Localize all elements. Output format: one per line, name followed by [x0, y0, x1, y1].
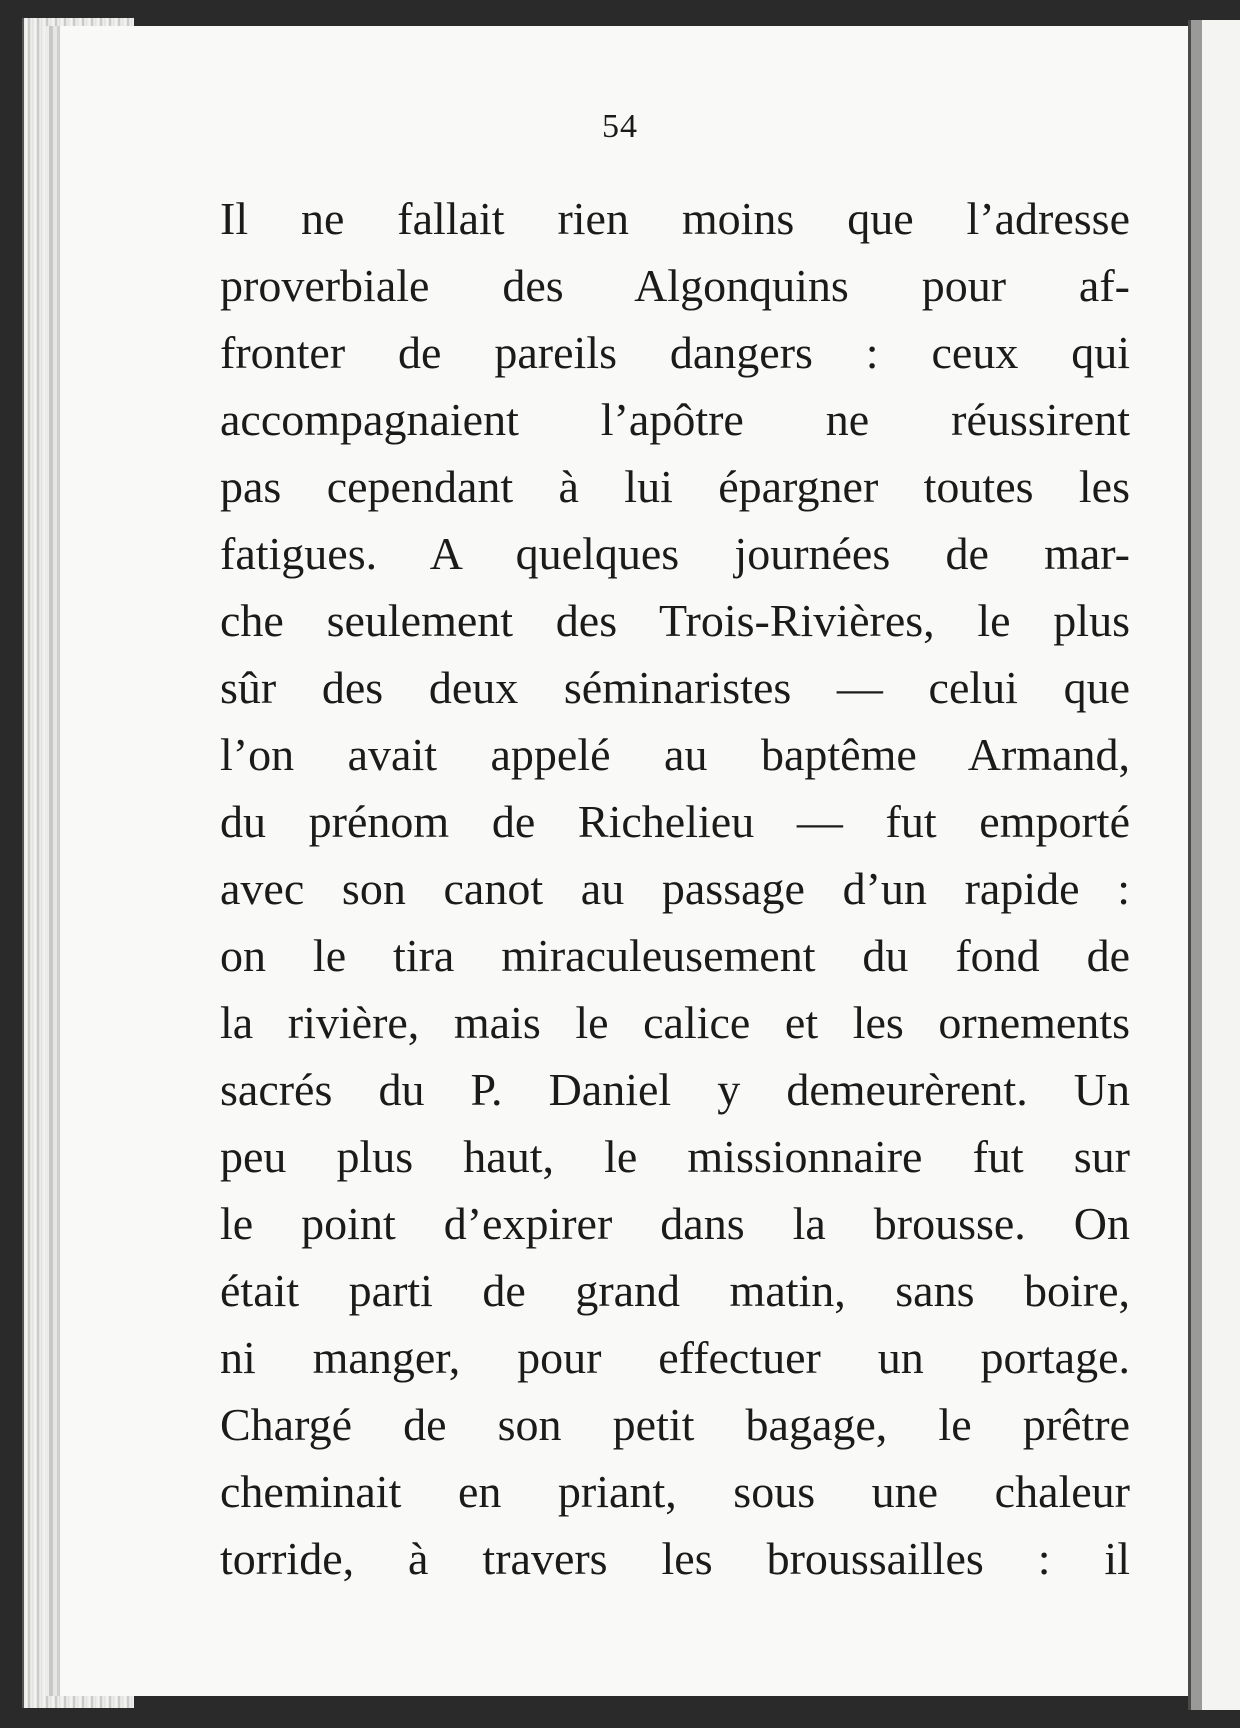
- text-line: sûr des deux séminaristes — celui que: [220, 662, 1130, 713]
- text-line: était parti de grand matin, sans boire,: [220, 1265, 1130, 1316]
- text-line: pas cependant à lui épargner toutes les: [220, 461, 1130, 512]
- text-line: peu plus haut, le missionnaire fut sur: [220, 1131, 1130, 1182]
- text-line: che seulement des Trois-Rivières, le plus: [220, 595, 1130, 646]
- text-line: torride, à travers les broussailles : il: [220, 1533, 1130, 1584]
- text-line: ni manger, pour effectuer un portage.: [220, 1332, 1130, 1383]
- text-line: proverbiale des Algonquins pour af-: [220, 260, 1130, 311]
- text-line: l’on avait appelé au baptême Armand,: [220, 729, 1130, 780]
- text-line: fronter de pareils dangers : ceux qui: [220, 327, 1130, 378]
- text-line: Chargé de son petit bagage, le prêtre: [220, 1399, 1130, 1450]
- page-number: 54: [602, 108, 638, 145]
- text-line: fatigues. A quelques journées de mar-: [220, 528, 1130, 579]
- text-line: le point d’expirer dans la brousse. On: [220, 1198, 1130, 1249]
- facing-page-edge: [1202, 20, 1240, 1710]
- text-line: on le tira miraculeusement du fond de: [220, 930, 1130, 981]
- text-line: du prénom de Richelieu — fut emporté: [220, 796, 1130, 847]
- body-text: [220, 185, 1130, 1592]
- text-line: Il ne fallait rien moins que l’adresse: [220, 193, 1130, 244]
- text-line: cheminait en priant, sous une chaleur: [220, 1466, 1130, 1517]
- text-line: avec son canot au passage d’un rapide :: [220, 863, 1130, 914]
- text-line: sacrés du P. Daniel y demeurèrent. Un: [220, 1064, 1130, 1115]
- text-line: accompagnaient l’apôtre ne réussirent: [220, 394, 1130, 445]
- text-line: la rivière, mais le calice et les ornements: [220, 997, 1130, 1048]
